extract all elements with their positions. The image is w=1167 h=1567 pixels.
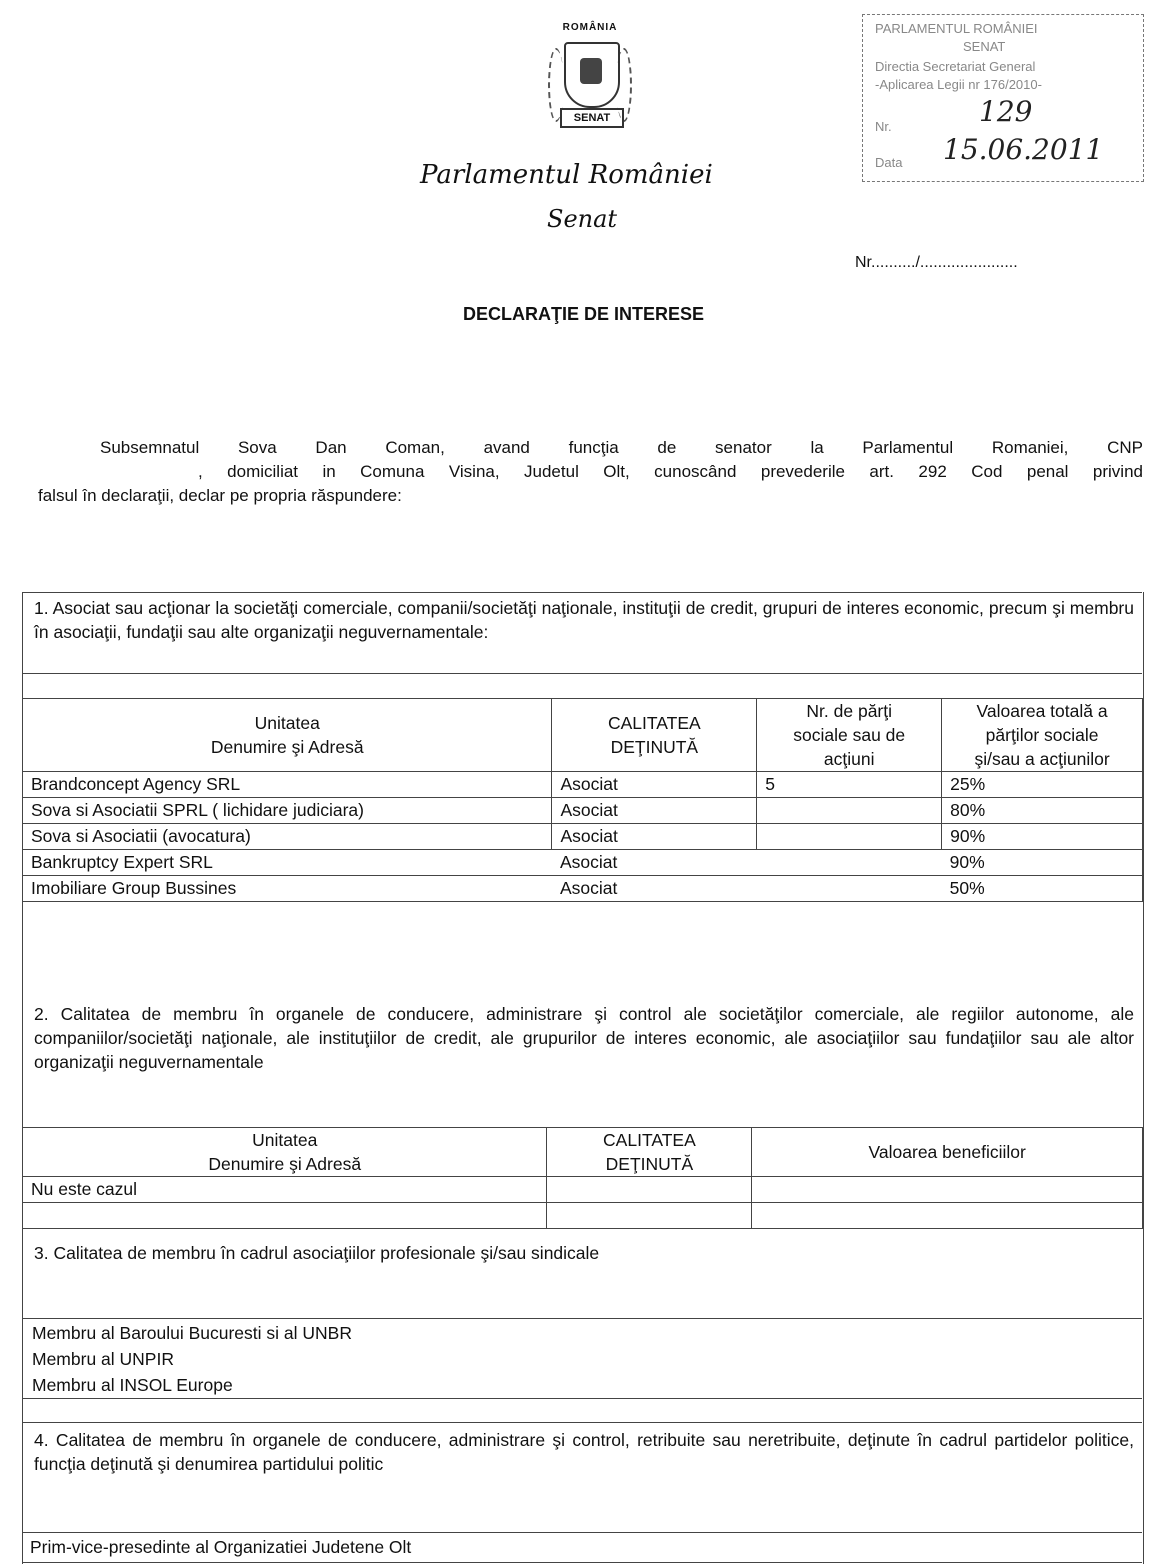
emblem-senate-label: SENAT <box>560 108 624 128</box>
section-4-heading: 4. Calitatea de membru în organele de conducere, administrare şi control, retribuite sau neretribuite, deţinute în cadrul partidelor politice, funcţia deţinută şi denumirea partidului politic <box>34 1430 1134 1474</box>
cell-role: Asociat <box>552 850 757 876</box>
stamp-date-value: 15.06.2011 <box>943 133 1104 166</box>
divider <box>22 1422 1142 1423</box>
institution-name: Parlamentul României <box>420 160 713 190</box>
cell-shares <box>757 798 942 824</box>
section-4-value: Prim-vice-presedinte al Organizatiei Judetene Olt <box>30 1537 412 1557</box>
section-3-list <box>32 1320 352 1398</box>
registration-stamp <box>862 14 1144 182</box>
emblem-country-label: ROMÂNIA <box>562 22 618 33</box>
col-header-unit: Unitatea Denumire şi Adresă <box>23 699 552 772</box>
divider <box>22 1398 1142 1399</box>
section-2-table <box>22 1127 1143 1229</box>
document-title: DECLARAŢIE DE INTERESE <box>462 304 705 324</box>
list-item: Membru al Baroului Bucuresti si al UNBR <box>32 1323 352 1343</box>
cell-shares <box>757 850 942 876</box>
cell-name: Nu este cazul <box>23 1177 547 1203</box>
coat-of-arms-icon <box>564 42 620 108</box>
intro-paragraph <box>38 436 1143 508</box>
col-header-role: CALITATEA DEŢINUTĂ <box>547 1128 752 1177</box>
cell-role <box>547 1203 752 1229</box>
cell-value <box>752 1177 1143 1203</box>
cell-name: Brandconcept Agency SRL <box>23 772 552 798</box>
intro-line-2: , domiciliat in Comuna Visina, Judetul Olt, cunoscând prevederile art. 292 Cod penal privind <box>198 462 1143 481</box>
stamp-line-3: Directia Secretariat General <box>875 59 1036 74</box>
list-item: Membru al INSOL Europe <box>32 1375 233 1395</box>
cell-shares <box>757 824 942 850</box>
table-row <box>23 798 1143 824</box>
cell-name <box>23 1203 547 1229</box>
cell-role: Asociat <box>552 876 757 902</box>
table-header-row <box>23 1128 1143 1177</box>
table-row <box>23 772 1143 798</box>
stamp-nr-label: Nr. <box>875 119 892 134</box>
table-header-row <box>23 699 1143 772</box>
cell-name: Bankruptcy Expert SRL <box>23 850 552 876</box>
divider <box>22 1562 1142 1563</box>
cell-shares <box>757 876 942 902</box>
col-header-shares: Nr. de părţi sociale sau de acţiuni <box>757 699 942 772</box>
intro-line-1: Subsemnatul Sova Dan Coman, avand funcţia de senator la Parlamentul Romaniei, CNP <box>100 438 1143 457</box>
cell-value: 90% <box>942 824 1143 850</box>
divider <box>22 673 1142 674</box>
cell-value: 80% <box>942 798 1143 824</box>
stamp-date-label: Data <box>875 155 903 170</box>
cell-name: Imobiliare Group Bussines <box>23 876 552 902</box>
cell-value: 90% <box>942 850 1143 876</box>
senate-emblem <box>540 18 640 138</box>
section-1-table <box>22 698 1143 902</box>
stamp-nr-value: 129 <box>979 95 1033 128</box>
cell-role: Asociat <box>552 772 757 798</box>
col-header-benefits: Valoarea beneficiilor <box>752 1128 1143 1177</box>
section-1-heading: 1. Asociat sau acţionar la societăţi comerciale, companii/societăţi naţionale, instituţii de credit, grupuri de interes economic, precum şi membru în asociaţii, fundaţii sau alte organizaţii neguvernamentale: <box>34 598 1134 642</box>
col-header-unit: Unitatea Denumire şi Adresă <box>23 1128 547 1177</box>
chamber-name: Senat <box>547 205 618 233</box>
table-row <box>23 824 1143 850</box>
cell-role: Asociat <box>552 798 757 824</box>
section-3-heading: 3. Calitatea de membru în cadrul asociaţiilor profesionale şi/sau sindicale <box>34 1243 600 1263</box>
col-header-value: Valoarea totală a părţilor sociale şi/sau a acţiunilor <box>942 699 1143 772</box>
divider <box>22 1532 1142 1533</box>
registration-number-line: Nr........../...................... <box>855 254 1018 271</box>
col-header-role: CALITATEA DEŢINUTĂ <box>552 699 757 772</box>
cell-shares: 5 <box>757 772 942 798</box>
list-item: Membru al UNPIR <box>32 1349 174 1369</box>
table-row <box>23 876 1143 902</box>
intro-line-3: falsul în declaraţii, declar pe propria răspundere: <box>38 486 402 505</box>
section-2-heading: 2. Calitatea de membru în organele de conducere, administrare şi control ale societăţilor comerciale, ale regiilor autonome, ale companiilor/societăţi naţionale, ale instituţiilor de credit, ale grupurilor de interes economic, ale asociaţiilor sau fundaţiilor sau ale altor organizaţii neguvernamentale <box>34 1004 1134 1072</box>
table-row <box>23 850 1143 876</box>
cell-value: 50% <box>942 876 1143 902</box>
stamp-line-1: PARLAMENTUL ROMÂNIEI <box>875 21 1038 36</box>
table-row <box>23 1203 1143 1229</box>
stamp-line-4: -Aplicarea Legii nr 176/2010- <box>875 77 1042 92</box>
table-row <box>23 1177 1143 1203</box>
divider <box>22 592 1142 593</box>
cell-role <box>547 1177 752 1203</box>
cell-value <box>752 1203 1143 1229</box>
cell-name: Sova si Asociatii SPRL ( lichidare judiciara) <box>23 798 552 824</box>
stamp-line-2: SENAT <box>963 39 1006 54</box>
cell-name: Sova si Asociatii (avocatura) <box>23 824 552 850</box>
cell-role: Asociat <box>552 824 757 850</box>
divider <box>22 1318 1142 1319</box>
cell-value: 25% <box>942 772 1143 798</box>
